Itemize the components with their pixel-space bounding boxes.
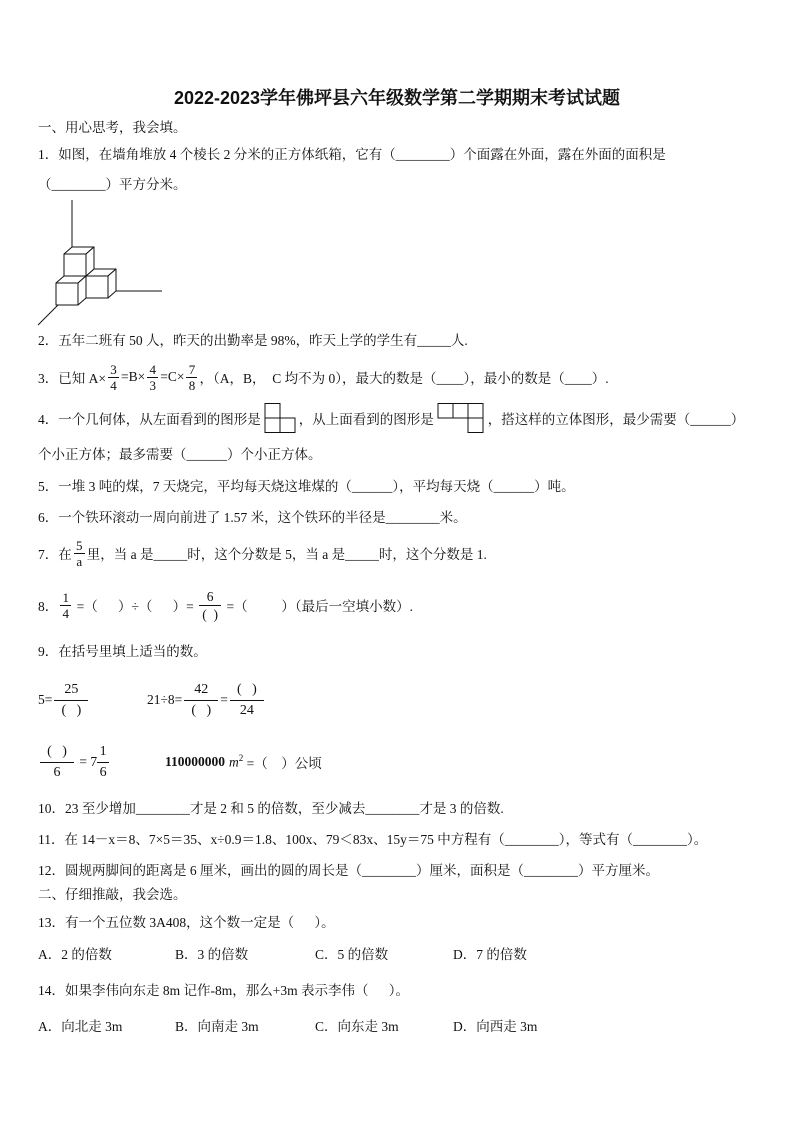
question-10: 10．23 至少增加________才是 2 和 5 的倍数，至少减去________才是 3 的倍数. <box>38 801 504 816</box>
area-value: 110000000 <box>165 754 226 769</box>
question-3-text: 3．已知 A× <box>38 371 106 386</box>
section-heading-fill-in: 一、用心思考，我会填。 <box>38 120 187 135</box>
stacked-cubes-figure <box>36 198 168 328</box>
option-a: A．向北走 3m <box>38 1019 123 1034</box>
option-c: C．5 的倍数 <box>315 947 389 962</box>
option-d: D．7 的倍数 <box>453 947 527 962</box>
question-5: 5．一堆 3 吨的煤，7 天烧完，平均每天烧这堆煤的（______），平均每天烧（______）吨。 <box>38 479 575 494</box>
top-view-figure <box>436 402 486 434</box>
fraction <box>60 590 71 621</box>
view-cell <box>453 404 468 419</box>
numerator: 42 <box>184 680 218 701</box>
cube-right <box>86 269 116 298</box>
fraction <box>147 362 158 393</box>
option-c: C．向东走 3m <box>315 1019 399 1034</box>
cube-top <box>64 247 94 276</box>
numerator: 7 <box>186 362 197 378</box>
numerator: ( ) <box>230 680 264 701</box>
option-b: B．3 的倍数 <box>175 947 249 962</box>
question-9-item-c <box>38 740 111 784</box>
fraction <box>230 680 264 721</box>
denominator: 4 <box>110 377 117 393</box>
fraction <box>40 742 74 783</box>
question-8-text: 8． <box>38 599 59 614</box>
question-1-line-2: （________）平方分米。 <box>38 177 187 192</box>
question-4-text: ，搭这样的立体图形，最少需要（______） <box>487 412 745 427</box>
equation-text: 5= <box>38 692 53 707</box>
denominator: ( ) <box>202 606 219 622</box>
fraction <box>199 588 221 623</box>
view-cell <box>265 404 280 419</box>
question-3-text: =B× <box>121 369 146 384</box>
numerator: ( ) <box>40 742 74 763</box>
option-d: D．向西走 3m <box>453 1019 538 1034</box>
view-cell <box>265 418 280 433</box>
question-3-text: ，（A，B， C 均不为 0），最大的数是（____），最小的数是（____）. <box>199 371 609 386</box>
denominator: 24 <box>239 702 254 718</box>
numerator: 3 <box>108 362 119 378</box>
question-12: 12．圆规两脚间的距离是 6 厘米，画出的圆的周长是（________）厘米，面积是（________）平方厘米。 <box>38 863 659 878</box>
question-8-text: =（ ）÷（ ）= <box>73 599 198 614</box>
view-cell <box>468 404 483 419</box>
question-4-line-2: 个小正方体；最多需要（______）个小正方体。 <box>38 447 322 462</box>
question-8-text: =（ ）（最后一空填小数）. <box>223 599 414 614</box>
question-13-stem: 13．有一个五位数 3A408，这个数一定是（ ）。 <box>38 915 335 930</box>
cube-front <box>56 276 86 305</box>
denominator: 6 <box>99 764 107 780</box>
option-a: A．2 的倍数 <box>38 947 112 962</box>
question-7-text: 7．在 <box>38 547 72 562</box>
fraction <box>184 680 218 721</box>
question-14-stem: 14．如果李伟向东走 8m 记作-8m，那么+3m 表示李伟（ ）。 <box>38 983 409 998</box>
question-4-line-1 <box>38 402 744 434</box>
question-3 <box>38 360 609 394</box>
area-unit <box>229 753 243 771</box>
question-2: 2．五年二班有 50 人，昨天的出勤率是 98%，昨天上学的学生有_____人. <box>38 333 468 348</box>
left-view-figure <box>263 402 297 434</box>
mixed-number-fraction <box>97 742 109 783</box>
numerator: 4 <box>147 362 158 378</box>
section-heading-choice: 二、仔细推敲，我会选。 <box>38 887 187 902</box>
denominator: 4 <box>62 605 69 621</box>
unit-base: m <box>229 754 239 770</box>
question-6: 6．一个铁环滚动一周向前进了 1.57 米，这个铁环的半径是________米。 <box>38 510 467 525</box>
numerator: 5 <box>74 538 85 554</box>
denominator: 3 <box>149 377 156 393</box>
numerator: 25 <box>54 680 88 701</box>
view-cell <box>468 418 483 433</box>
page-title: 2022-2023学年佛坪县六年级数学第二学期期末考试试题 <box>173 88 621 108</box>
question-4-text: 4．一个几何体，从左面看到的图形是 <box>38 412 261 427</box>
numerator: 1 <box>60 590 71 606</box>
denominator: 6 <box>53 764 61 780</box>
question-8 <box>38 585 413 625</box>
equation-text: = 7 <box>76 754 98 769</box>
denominator: ( ) <box>61 702 82 718</box>
equation-text: = <box>220 692 228 707</box>
view-cell <box>438 404 453 419</box>
question-9-item-a <box>38 678 90 722</box>
question-7 <box>38 537 487 569</box>
question-9-item-d <box>165 740 322 784</box>
numerator: 6 <box>199 588 221 606</box>
option-b: B．向南走 3m <box>175 1019 259 1034</box>
denominator: a <box>76 553 83 569</box>
question-4-text: ，从上面看到的图形是 <box>298 412 434 427</box>
view-cell <box>280 418 295 433</box>
question-7-text: 里，当 a 是_____时，这个分数是 5，当 a 是_____时，这个分数是 1. <box>86 547 487 562</box>
numerator: 1 <box>97 742 109 763</box>
fraction <box>186 362 197 393</box>
question-9-item-b <box>147 678 266 722</box>
question-11: 11．在 14－x＝8、7×5＝35、x÷0.9＝1.8、100x、79＜83x、15y＝75 中方程有（________），等式有（________）。 <box>38 832 708 847</box>
fraction <box>108 362 119 393</box>
equation-text: 21÷8= <box>147 692 183 707</box>
denominator: 8 <box>188 377 196 393</box>
equation-text: =（ ）公顷 <box>243 756 322 771</box>
fraction <box>74 538 85 569</box>
question-3-text: =C× <box>160 369 185 384</box>
denominator: ( ) <box>191 702 212 718</box>
question-9-stem: 9．在括号里填上适当的数。 <box>38 644 207 659</box>
question-1-line-1: 1．如图，在墙角堆放 4 个棱长 2 分米的正方体纸箱，它有（________）个面露在外面，露在外面的面积是 <box>38 147 666 162</box>
unit-exponent: 2 <box>238 753 244 764</box>
fraction <box>54 680 88 721</box>
